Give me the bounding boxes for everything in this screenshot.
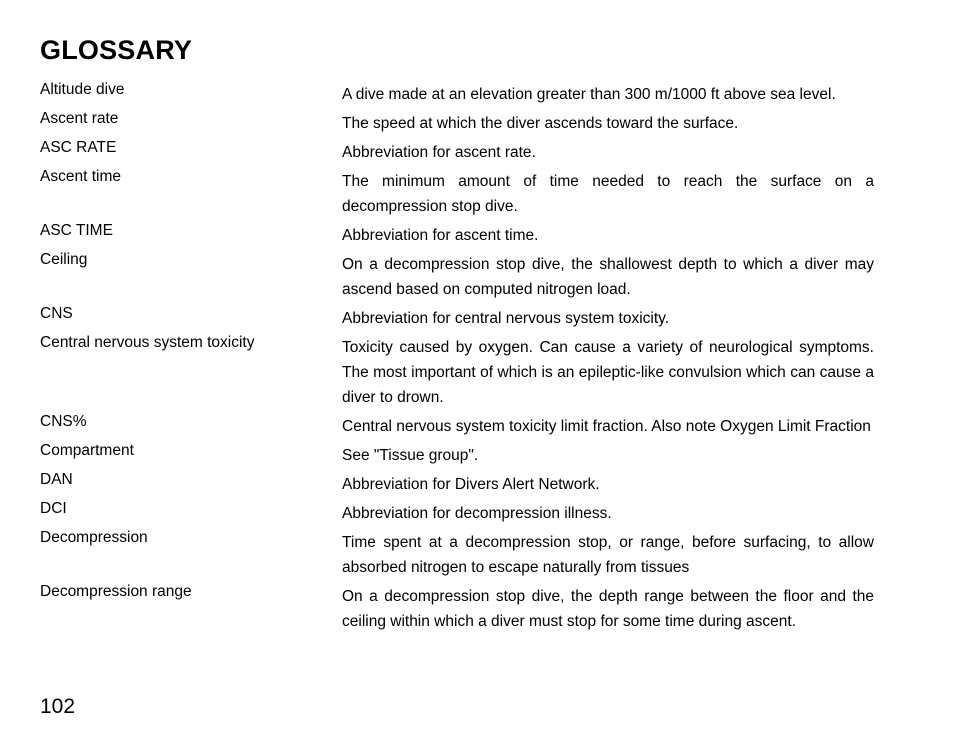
- glossary-term: Ascent time: [40, 168, 121, 185]
- glossary-entry: [40, 220, 874, 249]
- page-title: GLOSSARY: [40, 35, 193, 65]
- glossary-term: DCI: [40, 500, 67, 517]
- glossary-entry: [40, 137, 874, 166]
- glossary-definition: The minimum amount of time needed to reach the surface on a decompression stop dive.: [342, 173, 874, 215]
- glossary-term: Altitude dive: [40, 81, 125, 98]
- glossary-entry: [40, 498, 874, 527]
- glossary-entry: [40, 469, 874, 498]
- glossary-entry: [40, 581, 874, 635]
- glossary-term: Ascent rate: [40, 110, 119, 127]
- glossary-entry: [40, 249, 874, 303]
- glossary-term: CNS%: [40, 413, 87, 430]
- glossary-definition: A dive made at an elevation greater than 300 m/1000 ft above sea level.: [342, 86, 836, 103]
- glossary-definition: Abbreviation for Divers Alert Network.: [342, 476, 600, 493]
- glossary-term: Decompression: [40, 529, 148, 546]
- glossary-definition: Abbreviation for decompression illness.: [342, 505, 612, 522]
- glossary-term: ASC RATE: [40, 139, 117, 156]
- glossary-entry: [40, 440, 874, 469]
- glossary-entry: [40, 527, 874, 581]
- glossary-entry: [40, 332, 874, 411]
- glossary-list: [40, 79, 874, 635]
- glossary-term: ASC TIME: [40, 222, 113, 239]
- glossary-term: Central nervous system toxicity: [40, 334, 255, 351]
- glossary-definition: Abbreviation for ascent time.: [342, 227, 539, 244]
- glossary-definition: The speed at which the diver ascends toward the surface.: [342, 115, 739, 132]
- page-number: 102: [40, 695, 76, 718]
- glossary-definition: Toxicity caused by oxygen. Can cause a variety of neurological symptoms. The most important of which is an epileptic-like convulsion which can cause a diver to drown.: [342, 339, 874, 406]
- glossary-entry: [40, 303, 874, 332]
- glossary-definition: Time spent at a decompression stop, or range, before surfacing, to allow absorbed nitrogen to escape naturally from tissues: [342, 534, 874, 576]
- glossary-definition: Central nervous system toxicity limit fraction. Also note Oxygen Limit Fraction: [342, 418, 871, 435]
- glossary-term: DAN: [40, 471, 73, 488]
- glossary-definition: See "Tissue group".: [342, 447, 479, 464]
- glossary-entry: [40, 411, 874, 440]
- glossary-definition: Abbreviation for ascent rate.: [342, 144, 536, 161]
- glossary-term: CNS: [40, 305, 73, 322]
- glossary-definition: On a decompression stop dive, the shallowest depth to which a diver may ascend based on computed nitrogen load.: [342, 256, 874, 298]
- glossary-term: Compartment: [40, 442, 134, 459]
- glossary-entry: [40, 108, 874, 137]
- glossary-entry: [40, 79, 874, 108]
- glossary-entry: [40, 166, 874, 220]
- glossary-term: Decompression range: [40, 583, 192, 600]
- glossary-term: Ceiling: [40, 251, 88, 268]
- glossary-definition: Abbreviation for central nervous system toxicity.: [342, 310, 670, 327]
- glossary-definition: On a decompression stop dive, the depth range between the floor and the ceiling within which a diver must stop for some time during ascent.: [342, 588, 874, 630]
